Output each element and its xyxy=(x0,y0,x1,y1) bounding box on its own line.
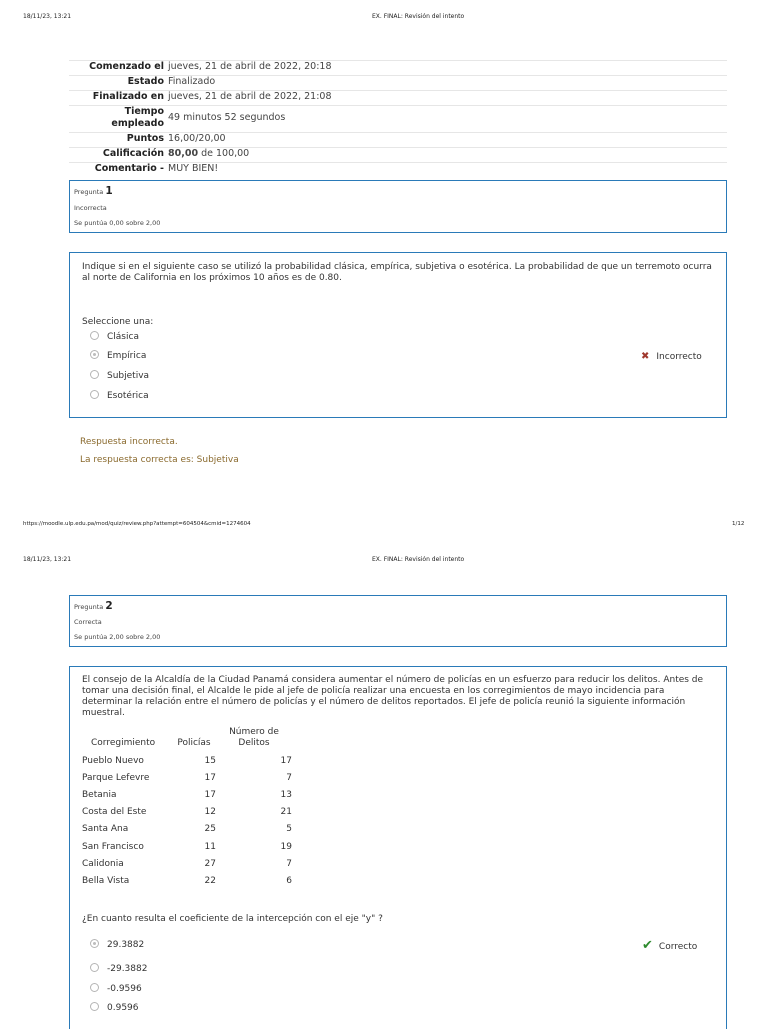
summary-label: Comenzado el xyxy=(69,61,168,76)
data-table xyxy=(82,727,292,890)
select-prompt: Seleccione una: xyxy=(82,317,154,327)
table-row: Betania 17 13 xyxy=(82,789,292,800)
summary-label: Tiempo empleado xyxy=(69,106,168,133)
answer-option[interactable]: Esotérica xyxy=(90,391,149,401)
question-1-content xyxy=(69,252,727,418)
radio-button[interactable] xyxy=(90,1002,99,1011)
summary-row xyxy=(69,76,727,91)
feedback-correct-answer: La respuesta correcta es: Subjetiva xyxy=(80,455,239,465)
feedback-incorrect: Respuesta incorrecta. xyxy=(80,437,178,447)
summary-row xyxy=(69,133,727,148)
column-header: Número de Delitos xyxy=(229,727,279,748)
radio-button[interactable] xyxy=(90,963,99,972)
answer-result: ✖ Incorrecto xyxy=(641,351,702,362)
table-header-row xyxy=(82,727,292,752)
question-state: Incorrecta xyxy=(74,204,107,212)
summary-row xyxy=(69,106,727,133)
header-datetime: 18/11/23, 13:21 xyxy=(23,556,72,563)
column-header: Policías xyxy=(177,738,211,748)
summary-label: Puntos xyxy=(69,133,168,148)
summary-row xyxy=(69,163,727,178)
question-2-content xyxy=(69,666,727,1029)
table-row: San Francisco 11 19 xyxy=(82,841,292,852)
summary-label: Estado xyxy=(69,76,168,91)
question-state: Correcta xyxy=(74,618,102,626)
summary-value: MUY BIEN! xyxy=(168,163,727,178)
column-header: Corregimiento xyxy=(91,738,156,748)
answer-option[interactable]: Empírica xyxy=(90,351,146,361)
question-label: Pregunta 2 xyxy=(74,600,113,612)
summary-value: jueves, 21 de abril de 2022, 21:08 xyxy=(168,91,727,106)
radio-button[interactable] xyxy=(90,331,99,340)
answer-option[interactable]: -29.3882 xyxy=(90,964,147,974)
question-1-info xyxy=(69,180,727,233)
header-title: EX. FINAL: Revisión del intento xyxy=(372,556,465,563)
question-text: Indique si en el siguiente caso se utilizó la probabilidad clásica, empírica, subjetiva o esotérica. La probabilidad de que un terremoto ocurra al norte de California en los próximos 10 años es de 0.80. xyxy=(82,262,712,283)
summary-label: Comentario - xyxy=(69,163,168,178)
question-text: El consejo de la Alcaldía de la Ciudad Panamá considera aumentar el número de policías en un esfuerzo para reducir los delitos. Antes de tomar una decisión final, el Alcalde le pide al jefe de policía realizar una encuesta en los corregimientos de mayo incidencia para determinar la relación entre el número de policías y el número de delitos reportados. El jefe de policía reunió la siguiente información muestral. xyxy=(82,675,704,718)
question-2-info xyxy=(69,595,727,647)
checkmark-icon: ✔ xyxy=(642,938,653,953)
summary-row xyxy=(69,148,727,163)
header-title: EX. FINAL: Revisión del intento xyxy=(372,13,465,20)
summary-value: Finalizado xyxy=(168,76,727,91)
answer-option[interactable]: Clásica xyxy=(90,332,139,342)
summary-value: 49 minutos 52 segundos xyxy=(168,106,727,133)
header-datetime: 18/11/23, 13:21 xyxy=(23,13,72,20)
radio-button[interactable] xyxy=(90,983,99,992)
table-row: Santa Ana 25 5 xyxy=(82,824,292,835)
summary-row xyxy=(69,91,727,106)
footer-url: https://moodle.ulp.edu.pa/mod/quiz/review.php?attempt=604504&cmid=1274604 xyxy=(23,521,251,527)
question-score: Se puntúa 0,00 sobre 2,00 xyxy=(74,219,161,227)
answer-option[interactable]: -0.9596 xyxy=(90,984,142,994)
question-score: Se puntúa 2,00 sobre 2,00 xyxy=(74,633,161,641)
radio-button-selected[interactable] xyxy=(90,350,99,359)
radio-button[interactable] xyxy=(90,390,99,399)
answer-result: ✔ Correcto xyxy=(642,938,698,953)
question-number: 2 xyxy=(105,600,113,612)
table-row: Parque Lefevre 17 7 xyxy=(82,772,292,783)
answer-option[interactable]: Subjetiva xyxy=(90,371,149,381)
table-row: Calidonia 27 7 xyxy=(82,858,292,869)
question-number: 1 xyxy=(105,185,113,197)
radio-button-selected[interactable] xyxy=(90,939,99,948)
answer-option[interactable]: 0.9596 xyxy=(90,1003,139,1013)
question-label: Pregunta 1 xyxy=(74,185,113,197)
grade-max: de 100,00 xyxy=(198,148,250,159)
summary-label: Finalizado en xyxy=(69,91,168,106)
attempt-summary-table xyxy=(69,60,727,177)
summary-label: Calificación xyxy=(69,148,168,163)
footer-page-number: 1/12 xyxy=(732,521,745,527)
radio-button[interactable] xyxy=(90,370,99,379)
summary-value: 16,00/20,00 xyxy=(168,133,727,148)
table-row: Costa del Este 12 21 xyxy=(82,807,292,818)
answer-option[interactable]: 29.3882 xyxy=(90,940,144,950)
question-prompt: ¿En cuanto resulta el coeficiente de la intercepción con el eje "y" ? xyxy=(82,914,383,924)
summary-value xyxy=(168,148,727,163)
summary-value: jueves, 21 de abril de 2022, 20:18 xyxy=(168,61,727,76)
table-row: Bella Vista 22 6 xyxy=(82,875,292,886)
table-row: Pueblo Nuevo 15 17 xyxy=(82,755,292,766)
grade-value: 80,00 xyxy=(168,148,199,159)
incorrect-icon: ✖ xyxy=(641,351,650,362)
summary-row xyxy=(69,61,727,76)
